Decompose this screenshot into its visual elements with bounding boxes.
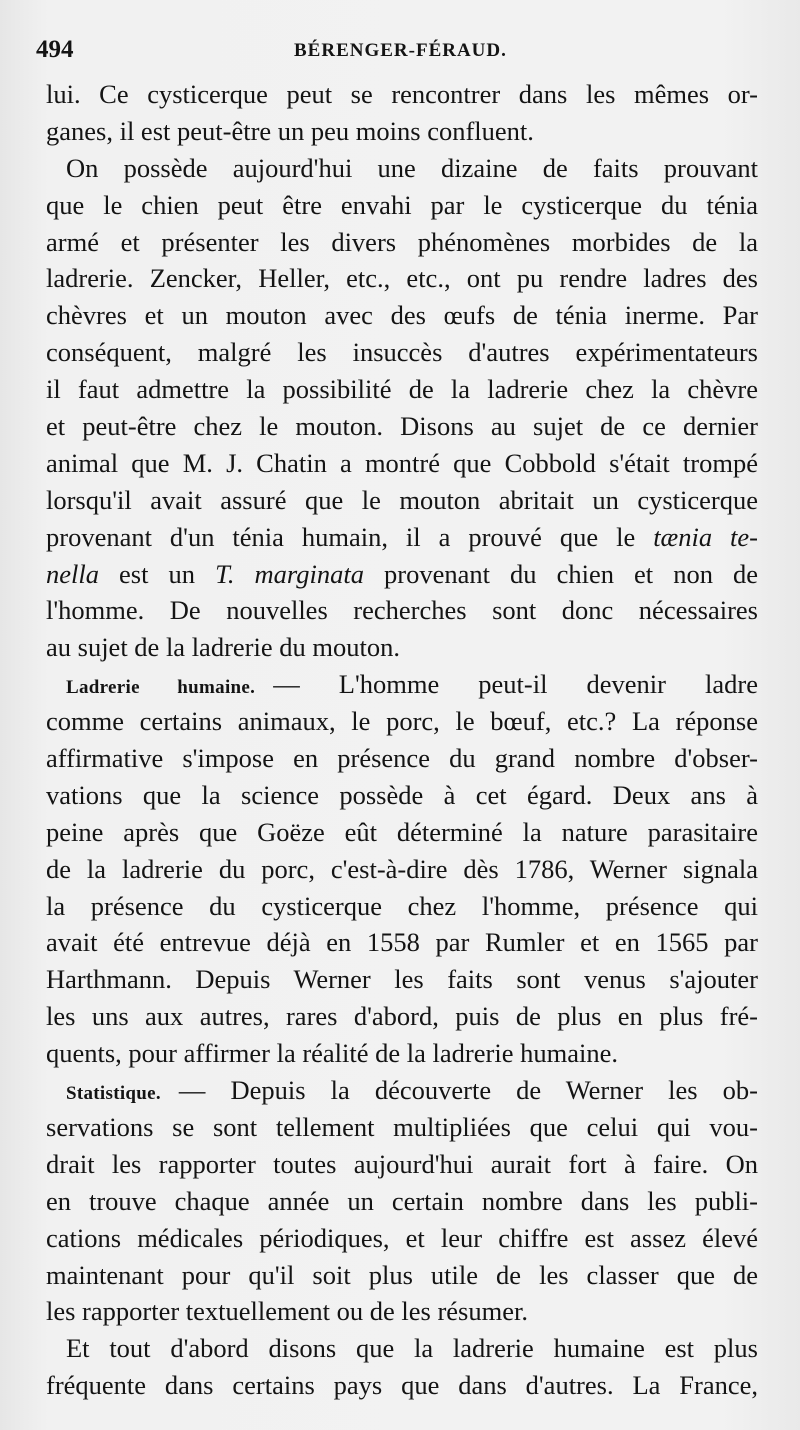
text-line: ladrerie. Zencker, Heller, etc., etc., ont pu rendre ladres des [46,263,758,294]
text-segment: — L'homme peut-il devenir ladre [273,669,758,700]
italic-term: T. marginata [215,558,364,589]
text-line: armé et présenter les divers phénomènes morbides de la [46,226,758,257]
page-number: 494 [36,36,74,63]
text-line: cations médicales périodiques, et leur chiffre est assez élevé [46,1222,758,1253]
text-line: les uns aux autres, rares d'abord, puis de plus en plus fré- [46,1001,758,1032]
text-line: vations que la science possède à cet égard. Deux ans à [46,779,758,810]
text-line: Et tout d'abord disons que la ladrerie humaine est plus [66,1333,758,1364]
text-segment: — Depuis la découverte de Werner les ob- [178,1075,758,1106]
text-line: fréquente dans certains pays que dans d'autres. La France, [46,1370,758,1401]
text-line: On possède aujourd'hui une dizaine de faits prouvant [66,152,758,183]
text-line: chèvres et un mouton avec des œufs de ténia inerme. Par [46,300,758,331]
section-heading: Ladrerie humaine. [66,677,256,699]
text-line: et peut-être chez le mouton. Disons au sujet de ce dernier [46,411,758,442]
text-line: peine après que Goëze eût déterminé la nature parasitaire [46,816,758,847]
section-heading: Statistique. [66,1083,161,1105]
text-line: lui. Ce cysticerque peut se rencontrer dans les mêmes or- [46,79,758,109]
text-line: les rapporter textuellement ou de les résumer. [46,1296,528,1327]
text-line: au sujet de la ladrerie du mouton. [46,632,400,663]
text-line [46,519,758,556]
text-line: drait les rapporter toutes aujourd'hui aurait fort à faire. On [46,1148,758,1179]
text-line: avait été entrevue déjà en 1558 par Rumler et en 1565 par [46,927,758,958]
text-line: ganes, il est peut-être un peu moins confluent. [46,115,534,146]
text-line: de la ladrerie du porc, c'est-à-dire dès 1786, Werner signala [46,853,758,884]
text-line: affirmative s'impose en présence du grand nombre d'obser- [46,743,758,774]
text-segment: provenant d'un ténia humain, il a prouvé que le [46,521,654,552]
text-line: conséquent, malgré les insuccès d'autres expérimentateurs [46,337,758,368]
text-line: l'homme. De nouvelles recherches sont donc nécessaires [46,595,758,626]
text-line: quents, pour affirmer la réalité de la ladrerie humaine. [46,1038,618,1069]
text-line: lorsqu'il avait assuré que le mouton abritait un cysticerque [46,484,758,515]
text-line: en trouve chaque année un certain nombre dans les publi- [46,1185,758,1216]
text-line: il faut admettre la possibilité de la ladrerie chez la chèvre [46,374,758,405]
italic-term: tænia te- [653,521,758,552]
text-line [46,556,758,593]
text-line: la présence du cysticerque chez l'homme, présence qui [46,890,758,921]
running-head [36,36,764,68]
text-line: comme certains animaux, le porc, le bœuf, etc.? La réponse [46,706,758,737]
text-line [46,1072,758,1109]
italic-term: nella [46,558,99,589]
text-segment: est un [99,558,216,589]
running-title: BÉRENGER-FÉRAUD. [294,40,507,61]
text-line: animal que M. J. Chatin a montré que Cobbold s'était trompé [46,447,758,478]
text-line: Harthmann. Depuis Werner les faits sont venus s'ajouter [46,964,758,995]
text-line: servations se sont tellement multipliées que celui qui vou- [46,1111,758,1142]
text-line: que le chien peut être envahi par le cysticerque du ténia [46,189,758,220]
body-text [46,76,758,1404]
text-line: maintenant pour qu'il soit plus utile de les classer que de [46,1259,758,1290]
text-line [46,666,758,703]
text-segment: provenant du chien et non de [363,558,758,589]
